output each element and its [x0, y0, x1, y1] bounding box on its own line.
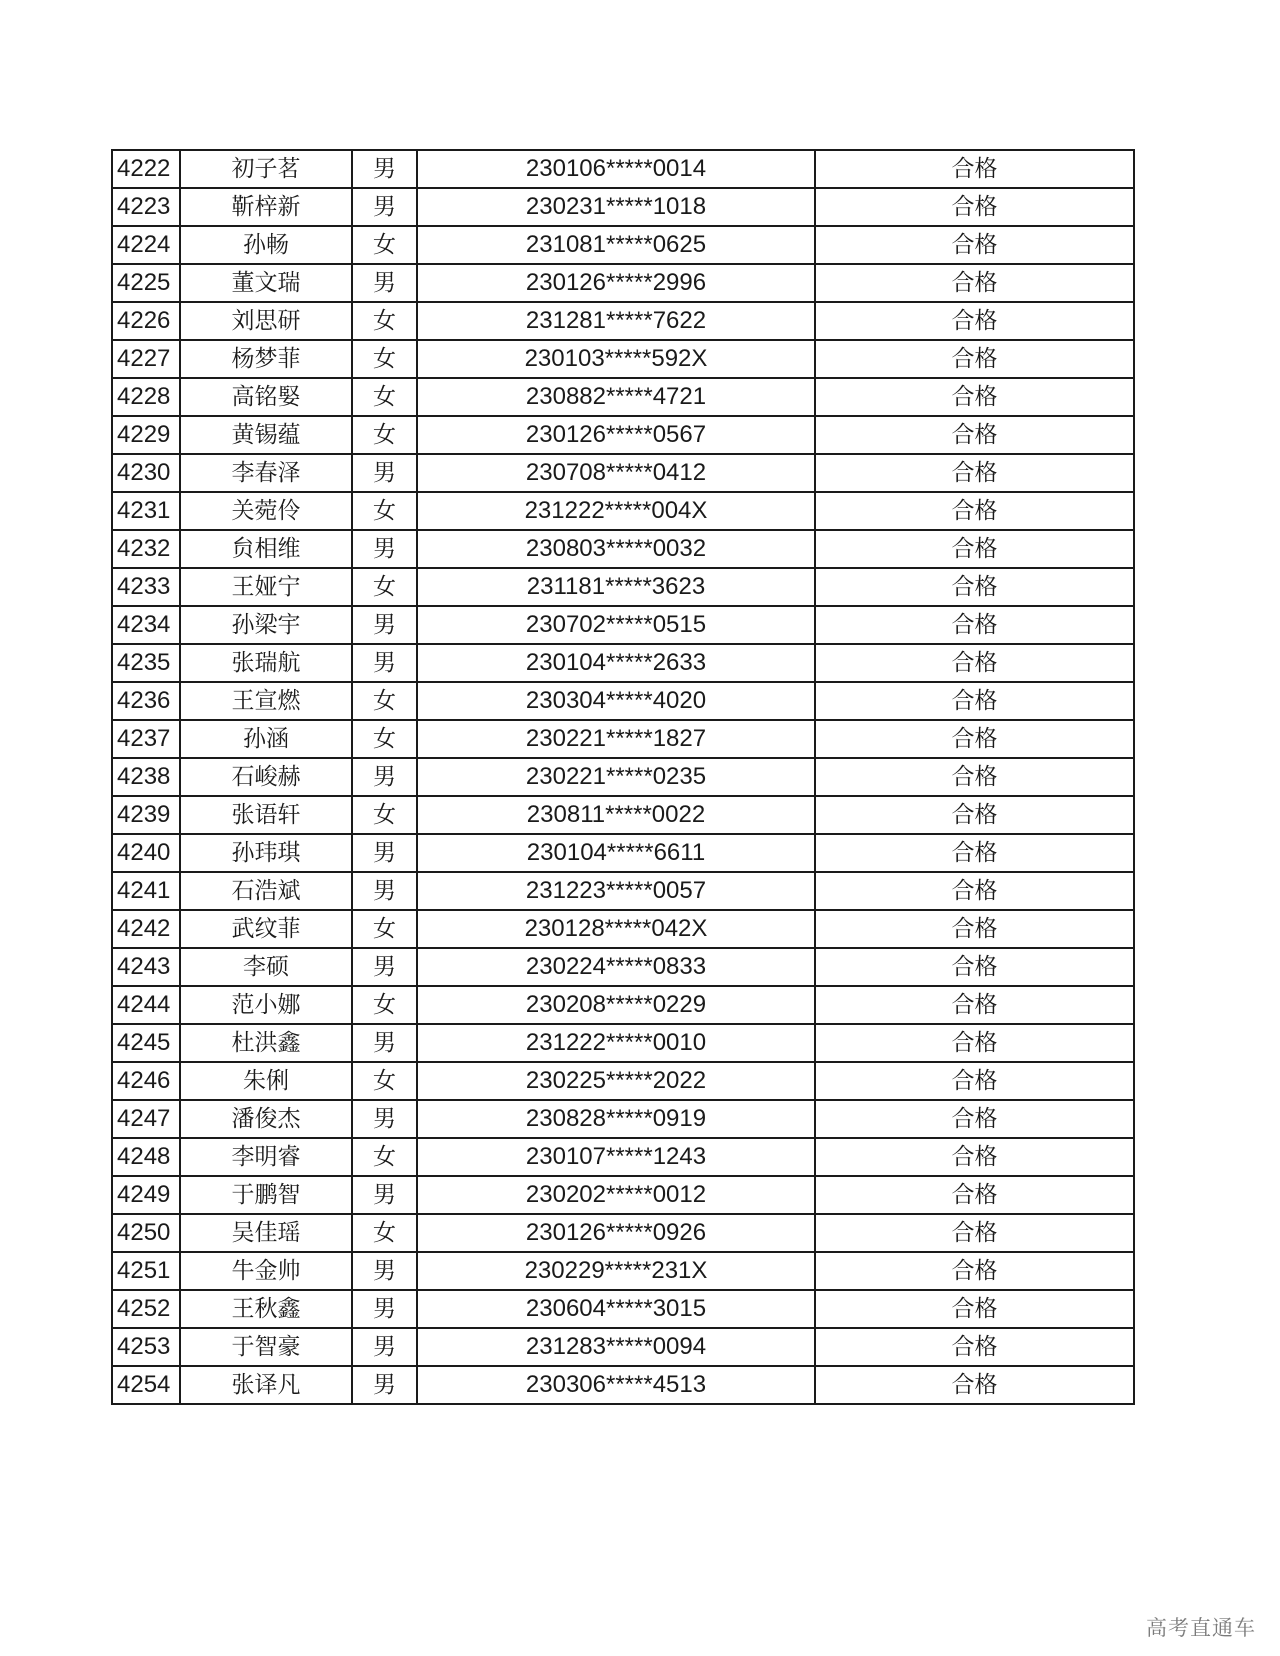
name-cell: 王秋鑫	[180, 1290, 352, 1328]
id-number-cell: 231283*****0094	[417, 1328, 815, 1366]
name-cell: 李春泽	[180, 454, 352, 492]
table-row	[112, 340, 1134, 378]
row-number-cell: 4225	[112, 264, 180, 302]
id-number-cell: 230828*****0919	[417, 1100, 815, 1138]
result-cell: 合格	[815, 1252, 1134, 1290]
name-cell: 孙涵	[180, 720, 352, 758]
row-number-cell: 4251	[112, 1252, 180, 1290]
id-number-cell: 230224*****0833	[417, 948, 815, 986]
name-cell: 于鹏智	[180, 1176, 352, 1214]
table-row	[112, 378, 1134, 416]
table-row	[112, 1138, 1134, 1176]
row-number-cell: 4229	[112, 416, 180, 454]
gender-cell: 女	[352, 416, 417, 454]
result-cell: 合格	[815, 644, 1134, 682]
result-cell: 合格	[815, 758, 1134, 796]
name-cell: 武纹菲	[180, 910, 352, 948]
name-cell: 贠相维	[180, 530, 352, 568]
id-number-cell: 230202*****0012	[417, 1176, 815, 1214]
result-cell: 合格	[815, 264, 1134, 302]
id-number-cell: 230128*****042X	[417, 910, 815, 948]
result-cell: 合格	[815, 568, 1134, 606]
table-row	[112, 530, 1134, 568]
result-cell: 合格	[815, 1366, 1134, 1404]
row-number-cell: 4254	[112, 1366, 180, 1404]
name-cell: 刘思研	[180, 302, 352, 340]
name-cell: 孙畅	[180, 226, 352, 264]
id-number-cell: 230104*****2633	[417, 644, 815, 682]
gender-cell: 男	[352, 188, 417, 226]
table-row	[112, 454, 1134, 492]
id-number-cell: 230103*****592X	[417, 340, 815, 378]
table-row	[112, 834, 1134, 872]
id-number-cell: 230221*****1827	[417, 720, 815, 758]
name-cell: 黄锡蕴	[180, 416, 352, 454]
result-cell: 合格	[815, 1214, 1134, 1252]
result-cell: 合格	[815, 492, 1134, 530]
result-cell: 合格	[815, 1290, 1134, 1328]
id-number-cell: 230225*****2022	[417, 1062, 815, 1100]
row-number-cell: 4234	[112, 606, 180, 644]
table-row	[112, 644, 1134, 682]
id-number-cell: 230208*****0229	[417, 986, 815, 1024]
table-row	[112, 986, 1134, 1024]
table-row	[112, 758, 1134, 796]
result-cell: 合格	[815, 1328, 1134, 1366]
row-number-cell: 4242	[112, 910, 180, 948]
gender-cell: 男	[352, 1024, 417, 1062]
name-cell: 张语轩	[180, 796, 352, 834]
result-cell: 合格	[815, 1138, 1134, 1176]
name-cell: 关菀伶	[180, 492, 352, 530]
id-number-cell: 230882*****4721	[417, 378, 815, 416]
table-row	[112, 1290, 1134, 1328]
row-number-cell: 4222	[112, 150, 180, 188]
id-number-cell: 231081*****0625	[417, 226, 815, 264]
result-cell: 合格	[815, 226, 1134, 264]
row-number-cell: 4231	[112, 492, 180, 530]
row-number-cell: 4233	[112, 568, 180, 606]
result-cell: 合格	[815, 454, 1134, 492]
id-number-cell: 230231*****1018	[417, 188, 815, 226]
name-cell: 朱俐	[180, 1062, 352, 1100]
id-number-cell: 230306*****4513	[417, 1366, 815, 1404]
result-cell: 合格	[815, 606, 1134, 644]
row-number-cell: 4238	[112, 758, 180, 796]
row-number-cell: 4252	[112, 1290, 180, 1328]
id-number-cell: 230126*****0567	[417, 416, 815, 454]
row-number-cell: 4246	[112, 1062, 180, 1100]
result-cell: 合格	[815, 1024, 1134, 1062]
gender-cell: 男	[352, 1176, 417, 1214]
table-row	[112, 606, 1134, 644]
name-cell: 高铭婜	[180, 378, 352, 416]
row-number-cell: 4250	[112, 1214, 180, 1252]
result-cell: 合格	[815, 948, 1134, 986]
id-number-cell: 230811*****0022	[417, 796, 815, 834]
table-row	[112, 1024, 1134, 1062]
gender-cell: 男	[352, 1328, 417, 1366]
gender-cell: 男	[352, 1100, 417, 1138]
row-number-cell: 4253	[112, 1328, 180, 1366]
table-row	[112, 1366, 1134, 1404]
result-cell: 合格	[815, 302, 1134, 340]
name-cell: 牛金帅	[180, 1252, 352, 1290]
result-cell: 合格	[815, 1062, 1134, 1100]
result-cell: 合格	[815, 416, 1134, 454]
row-number-cell: 4247	[112, 1100, 180, 1138]
name-cell: 孙梁宇	[180, 606, 352, 644]
gender-cell: 男	[352, 606, 417, 644]
id-number-cell: 231281*****7622	[417, 302, 815, 340]
row-number-cell: 4223	[112, 188, 180, 226]
gender-cell: 女	[352, 720, 417, 758]
watermark-text: 高考直通车	[1146, 1616, 1256, 1640]
row-number-cell: 4227	[112, 340, 180, 378]
row-number-cell: 4248	[112, 1138, 180, 1176]
id-number-cell: 231222*****0010	[417, 1024, 815, 1062]
name-cell: 王宣燃	[180, 682, 352, 720]
result-cell: 合格	[815, 340, 1134, 378]
id-number-cell: 230304*****4020	[417, 682, 815, 720]
table-row	[112, 1214, 1134, 1252]
gender-cell: 女	[352, 226, 417, 264]
gender-cell: 男	[352, 454, 417, 492]
row-number-cell: 4243	[112, 948, 180, 986]
result-cell: 合格	[815, 1100, 1134, 1138]
name-cell: 于智豪	[180, 1328, 352, 1366]
table-row	[112, 416, 1134, 454]
gender-cell: 男	[352, 834, 417, 872]
name-cell: 潘俊杰	[180, 1100, 352, 1138]
gender-cell: 男	[352, 530, 417, 568]
results-table	[111, 149, 1135, 1405]
id-number-cell: 230708*****0412	[417, 454, 815, 492]
id-number-cell: 230229*****231X	[417, 1252, 815, 1290]
gender-cell: 女	[352, 492, 417, 530]
row-number-cell: 4235	[112, 644, 180, 682]
table-row	[112, 872, 1134, 910]
name-cell: 靳梓新	[180, 188, 352, 226]
table-row	[112, 796, 1134, 834]
id-number-cell: 230604*****3015	[417, 1290, 815, 1328]
row-number-cell: 4245	[112, 1024, 180, 1062]
name-cell: 石峻赫	[180, 758, 352, 796]
name-cell: 李明睿	[180, 1138, 352, 1176]
gender-cell: 女	[352, 1062, 417, 1100]
name-cell: 李硕	[180, 948, 352, 986]
table-row	[112, 1328, 1134, 1366]
gender-cell: 女	[352, 986, 417, 1024]
table-row	[112, 188, 1134, 226]
gender-cell: 女	[352, 378, 417, 416]
gender-cell: 女	[352, 340, 417, 378]
gender-cell: 男	[352, 948, 417, 986]
table-row	[112, 1176, 1134, 1214]
result-cell: 合格	[815, 530, 1134, 568]
table-row	[112, 720, 1134, 758]
id-number-cell: 230104*****6611	[417, 834, 815, 872]
id-number-cell: 230107*****1243	[417, 1138, 815, 1176]
name-cell: 杨梦菲	[180, 340, 352, 378]
name-cell: 张译凡	[180, 1366, 352, 1404]
table-row	[112, 568, 1134, 606]
gender-cell: 男	[352, 758, 417, 796]
id-number-cell: 230126*****2996	[417, 264, 815, 302]
name-cell: 范小娜	[180, 986, 352, 1024]
row-number-cell: 4241	[112, 872, 180, 910]
row-number-cell: 4232	[112, 530, 180, 568]
name-cell: 杜洪鑫	[180, 1024, 352, 1062]
id-number-cell: 230126*****0926	[417, 1214, 815, 1252]
table-row	[112, 948, 1134, 986]
gender-cell: 男	[352, 872, 417, 910]
id-number-cell: 231223*****0057	[417, 872, 815, 910]
gender-cell: 男	[352, 644, 417, 682]
row-number-cell: 4230	[112, 454, 180, 492]
result-cell: 合格	[815, 910, 1134, 948]
result-cell: 合格	[815, 872, 1134, 910]
row-number-cell: 4240	[112, 834, 180, 872]
id-number-cell: 231222*****004X	[417, 492, 815, 530]
gender-cell: 男	[352, 1366, 417, 1404]
name-cell: 初子茗	[180, 150, 352, 188]
id-number-cell: 231181*****3623	[417, 568, 815, 606]
gender-cell: 女	[352, 796, 417, 834]
result-cell: 合格	[815, 834, 1134, 872]
row-number-cell: 4226	[112, 302, 180, 340]
row-number-cell: 4224	[112, 226, 180, 264]
gender-cell: 男	[352, 264, 417, 302]
result-cell: 合格	[815, 150, 1134, 188]
table-row	[112, 492, 1134, 530]
result-cell: 合格	[815, 986, 1134, 1024]
result-cell: 合格	[815, 682, 1134, 720]
row-number-cell: 4237	[112, 720, 180, 758]
table-row	[112, 1062, 1134, 1100]
gender-cell: 女	[352, 1214, 417, 1252]
name-cell: 王娅宁	[180, 568, 352, 606]
row-number-cell: 4239	[112, 796, 180, 834]
result-cell: 合格	[815, 188, 1134, 226]
gender-cell: 男	[352, 1252, 417, 1290]
gender-cell: 女	[352, 910, 417, 948]
result-cell: 合格	[815, 720, 1134, 758]
id-number-cell: 230803*****0032	[417, 530, 815, 568]
result-cell: 合格	[815, 378, 1134, 416]
gender-cell: 女	[352, 1138, 417, 1176]
results-body	[112, 150, 1134, 1404]
result-cell: 合格	[815, 1176, 1134, 1214]
row-number-cell: 4236	[112, 682, 180, 720]
table-row	[112, 682, 1134, 720]
table-row	[112, 1100, 1134, 1138]
result-cell: 合格	[815, 796, 1134, 834]
table-row	[112, 302, 1134, 340]
table-row	[112, 1252, 1134, 1290]
gender-cell: 女	[352, 568, 417, 606]
row-number-cell: 4228	[112, 378, 180, 416]
row-number-cell: 4249	[112, 1176, 180, 1214]
table-row	[112, 150, 1134, 188]
gender-cell: 男	[352, 150, 417, 188]
name-cell: 张瑞航	[180, 644, 352, 682]
gender-cell: 女	[352, 302, 417, 340]
row-number-cell: 4244	[112, 986, 180, 1024]
gender-cell: 男	[352, 1290, 417, 1328]
table-row	[112, 264, 1134, 302]
id-number-cell: 230106*****0014	[417, 150, 815, 188]
table-row	[112, 226, 1134, 264]
table-row	[112, 910, 1134, 948]
id-number-cell: 230221*****0235	[417, 758, 815, 796]
gender-cell: 女	[352, 682, 417, 720]
name-cell: 孙玮琪	[180, 834, 352, 872]
name-cell: 吴佳瑶	[180, 1214, 352, 1252]
id-number-cell: 230702*****0515	[417, 606, 815, 644]
name-cell: 董文瑞	[180, 264, 352, 302]
name-cell: 石浩斌	[180, 872, 352, 910]
